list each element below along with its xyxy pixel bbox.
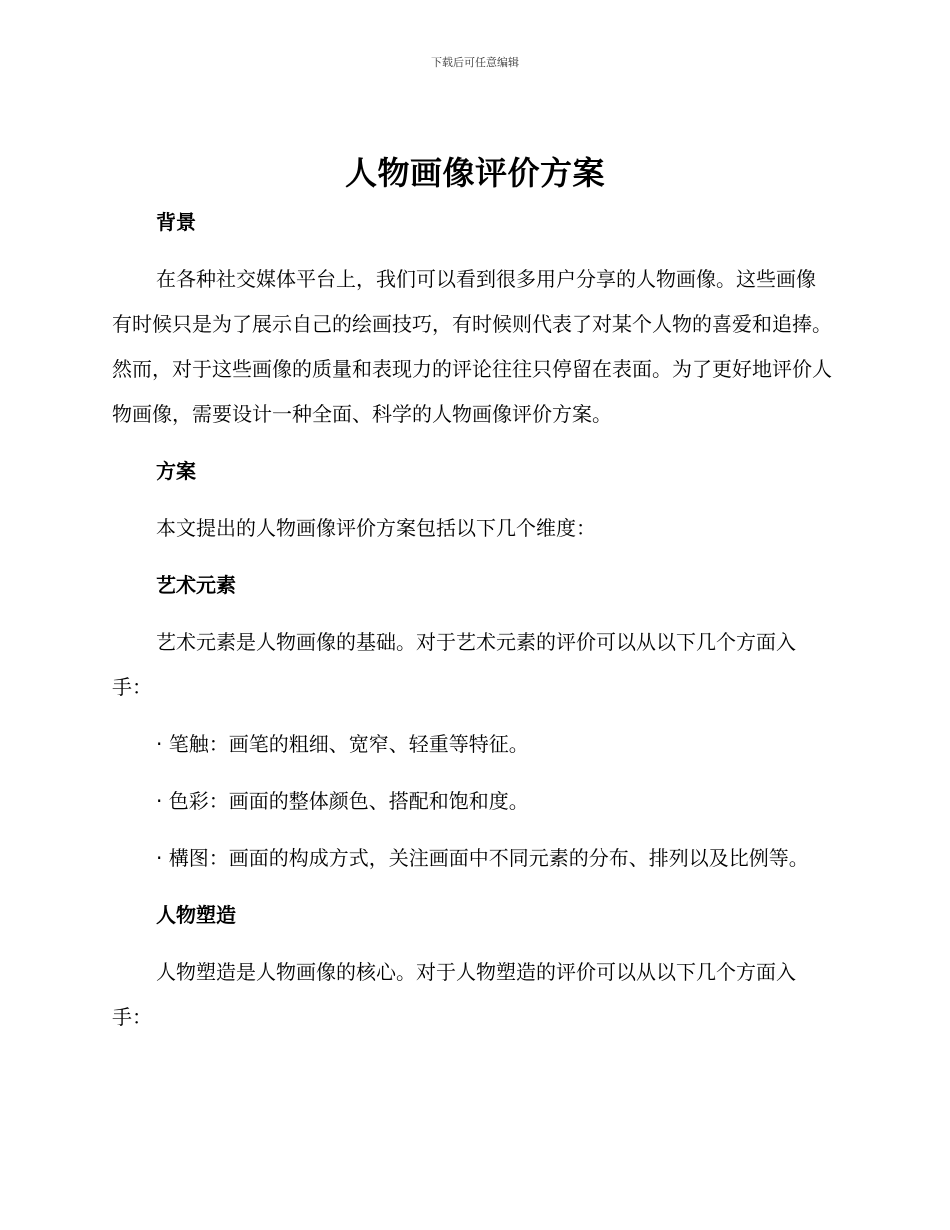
heading-character-shaping: 人物塑造 <box>156 903 236 927</box>
page-header: 下载后可任意编辑 <box>431 56 519 69</box>
heading-plan: 方案 <box>156 459 196 483</box>
heading-artistic-elements: 艺术元素 <box>156 573 236 597</box>
document-title: 人物画像评价方案 <box>344 154 605 192</box>
heading-background: 背景 <box>156 210 196 234</box>
paragraph-plan-intro: 本文提出的人物画像评价方案包括以下几个维度： <box>156 516 596 540</box>
list-item-brushwork: · 笔触：画笔的粗细、宽窄、轻重等特征。 <box>156 732 529 756</box>
paragraph-background: 在各种社交媒体平台上，我们可以看到很多用户分享的人物画像。这些画像有时候只是为了展示自己的绘画技巧，有时候则代表了对某个人物的喜爱和追捧。然而，对于这些画像的质量和表现力的评论往往只停留在表面。为了更好地评价人物画像，需要设计一种全面、科学的人物画像评价方案。 <box>112 267 832 426</box>
list-item-composition: · 構图：画面的构成方式，关注画面中不同元素的分布、排列以及比例等。 <box>156 846 809 870</box>
list-item-color: · 色彩：画面的整体颜色、搭配和饱和度。 <box>156 789 529 813</box>
paragraph-character-shaping: 人物塑造是人物画像的核心。对于人物塑造的评价可以从以下几个方面入手： <box>112 960 796 1029</box>
paragraph-artistic-elements: 艺术元素是人物画像的基础。对于艺术元素的评价可以从以下几个方面入手： <box>112 630 796 699</box>
document-body <box>112 200 834 1052</box>
